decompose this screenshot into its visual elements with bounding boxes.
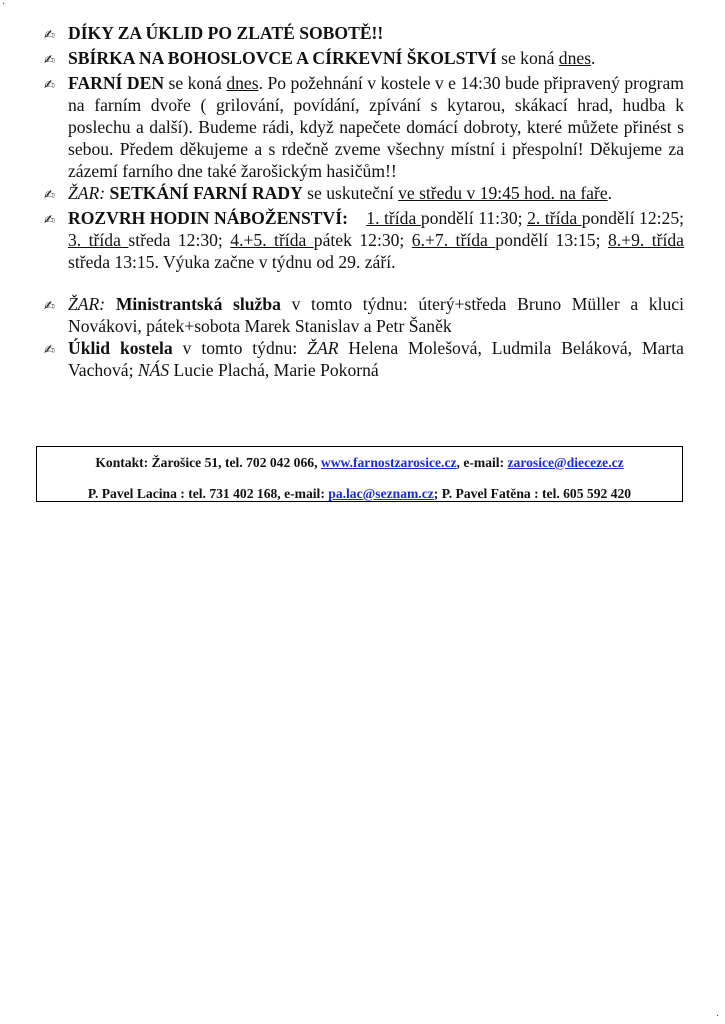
announcements — [44, 22, 684, 381]
contact-label: , e-mail: — [456, 455, 508, 470]
item-text: . — [607, 183, 613, 203]
writing-hand-icon: ✍ — [44, 53, 55, 68]
item-council-meeting — [44, 182, 684, 207]
item-text: Lucie Plachá, Marie Pokorná — [169, 360, 379, 380]
corner-mark: · — [2, 0, 6, 10]
writing-hand-icon: ✍ — [44, 28, 55, 43]
class-time: pondělí 11:30; — [420, 208, 528, 228]
contact-box — [36, 446, 683, 502]
class-label: 6.+7. třída — [411, 230, 496, 250]
contact-label: P. Pavel Lacina : tel. 731 402 168, e-mail: — [87, 486, 329, 501]
class-label: 4.+5. třída — [230, 230, 314, 250]
item-title: Úklid kostela — [68, 338, 173, 358]
item-title: SETKÁNÍ FARNÍ RADY — [109, 183, 303, 203]
item-text: se koná — [164, 73, 227, 93]
item-title: DÍKY ZA ÚKLID PO ZLATÉ SOBOTĚ!! — [68, 23, 384, 43]
item-parish-day — [44, 72, 684, 182]
item-text: v tomto týdnu: úterý+středa Bruno Müller a kluci Novákovi, pátek+sobota Marek Stanislav a Petr Šaněk — [68, 294, 684, 336]
writing-hand-icon: ✍ — [44, 343, 55, 358]
class-time: pondělí 13:15; — [495, 230, 608, 250]
item-text: . Po požehnání v kostele v e 14:30 bude připravený program na farním dvoře ( grilování, povídání, zpívání s kytarou, skákací hrad, hudba k poslechu a další). Budeme rádi, když napečete domácí dobroty, které můžete přinést s sebou. Předem děkujeme a s rdečně zveme všechny místní i přespolní! Děkujeme za zázemí farního dne také žarošickým hasičům!! — [68, 73, 684, 181]
writing-hand-icon: ✍ — [44, 213, 55, 228]
item-text: Helena Molešová, Ludmila Beláková, Marta Vachová; — [68, 338, 684, 380]
location-prefix: ŽAR: — [68, 294, 106, 314]
email-link-parish[interactable]: zarosice@dieceze.cz — [507, 455, 624, 470]
item-title: FARNÍ DEN — [68, 73, 165, 93]
item-church-cleaning — [44, 337, 684, 381]
item-text: . — [591, 48, 596, 68]
class-time: středa 12:30; — [128, 230, 231, 250]
item-underlined: dnes — [226, 73, 259, 93]
item-schedule — [44, 207, 684, 273]
class-time: středa 13:15. Výuka začne v týdnu od 29. září. — [68, 252, 396, 272]
location-prefix: NÁS — [137, 360, 170, 380]
class-label: 2. třída — [527, 208, 582, 228]
item-text: v tomto týdnu: — [172, 338, 308, 358]
item-thanks — [44, 22, 684, 47]
item-underlined: dnes — [558, 48, 592, 68]
website-link[interactable]: www.farnostzarosice.cz — [320, 455, 457, 470]
contact-line-1 — [37, 455, 682, 471]
class-time: pátek 12:30; — [313, 230, 412, 250]
email-link-priest[interactable]: pa.lac@seznam.cz — [328, 486, 434, 501]
class-label: 1. třída — [366, 208, 421, 228]
writing-hand-icon: ✍ — [44, 299, 55, 314]
class-label: 3. třída — [68, 230, 129, 250]
item-text: se uskuteční — [302, 183, 399, 203]
item-collection — [44, 47, 684, 72]
item-altar-servers — [44, 293, 684, 337]
writing-hand-icon: ✍ — [44, 78, 55, 93]
item-text: se koná — [496, 48, 559, 68]
corner-mark: · — [716, 1011, 720, 1022]
writing-hand-icon: ✍ — [44, 188, 55, 203]
contact-label: Kontakt: Žarošice 51, tel. 702 042 066, — [95, 455, 321, 470]
item-title: Ministrantská služba — [115, 294, 281, 314]
item-title: SBÍRKA NA BOHOSLOVCE A CÍRKEVNÍ ŠKOLSTVÍ — [68, 48, 497, 68]
location-prefix: ŽAR: — [68, 183, 106, 203]
item-title: ROZVRH HODIN NÁBOŽENSTVÍ: — [68, 208, 348, 228]
location-prefix: ŽAR — [307, 338, 339, 358]
item-underlined: ve středu v 19:45 hod. na faře — [398, 183, 608, 203]
contact-label: ; P. Pavel Fatěna : tel. 605 592 420 — [433, 486, 632, 501]
contact-line-2 — [37, 486, 682, 502]
class-time: pondělí 12:25; — [581, 208, 685, 228]
class-label: 8.+9. třída — [607, 230, 684, 250]
